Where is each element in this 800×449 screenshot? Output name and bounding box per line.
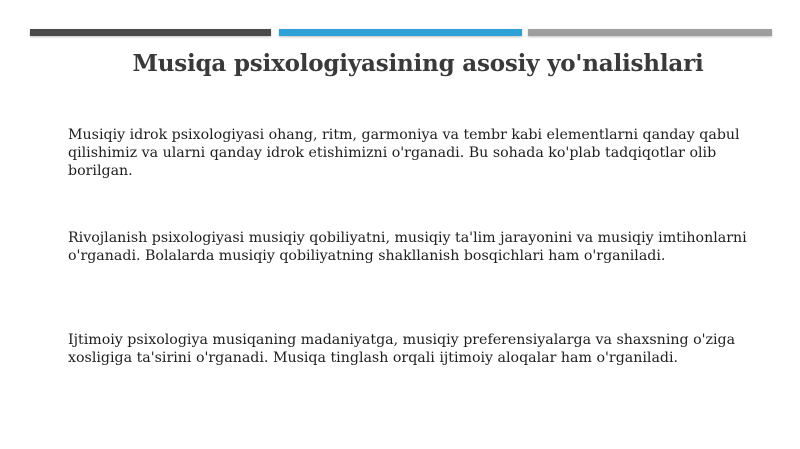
paragraph-social: Ijtimoiy psixologiya musiqaning madaniyatga, musiqiy preferensiyalarga va shaxsning o'ziga xosligiga ta'sirini o'rganadi. Musiqa tinglash orqali ijtimoiy aloqalar ham o'rganiladi. xyxy=(68,332,736,366)
decorative-bar-blue xyxy=(279,29,522,36)
paragraph-perception: Musiqiy idrok psixologiyasi ohang, ritm, garmoniya va tembr kabi elementlarni qanday qabul qilishimiz va ularni qanday idrok etishimizni o'rganadi. Bu sohada ko'plab tadqiqotlar olib borilgan. xyxy=(68,127,740,179)
top-decorative-bars xyxy=(30,29,772,37)
slide-title: Musiqa psixologiyasining asosiy yo'nalishlari xyxy=(132,50,704,77)
decorative-bar-gray xyxy=(528,29,772,36)
decorative-bar-dark xyxy=(30,29,271,36)
paragraph-development: Rivojlanish psixologiyasi musiqiy qobiliyatni, musiqiy ta'lim jarayonini va musiqiy imtihonlarni o'rganadi. Bolalarda musiqiy qobiliyatning shakllanish bosqichlari ham o'rganiladi. xyxy=(68,230,747,264)
